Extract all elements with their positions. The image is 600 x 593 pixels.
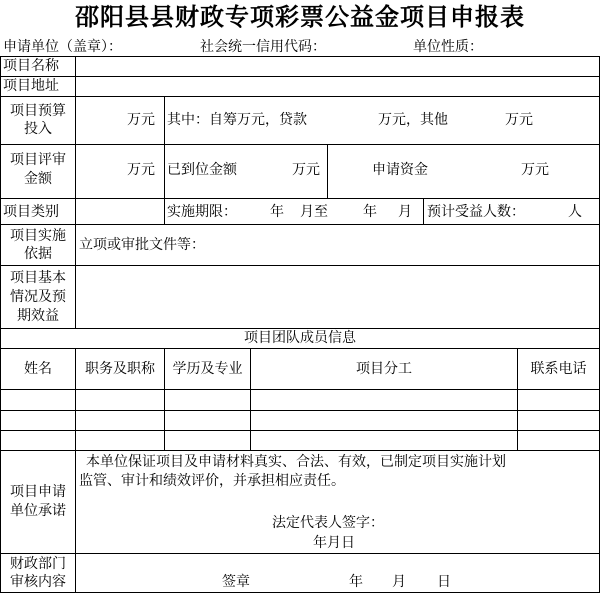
basis-label-line1: 项目实施	[10, 228, 66, 244]
credit-code-label: 社会统一信用代码：	[200, 39, 326, 55]
budget-other-unit: 万元	[505, 112, 533, 128]
basis-content: 立项或审批文件等：	[79, 237, 205, 253]
finance-label-line2: 审核内容	[10, 574, 66, 590]
finance-day: 日	[437, 574, 451, 590]
applicant-label: 申请单位（盖章）：	[3, 39, 122, 55]
period-label: 实施期限：	[167, 204, 237, 220]
team-row[interactable]	[1, 431, 599, 450]
team-col-phone: 联系电话	[530, 361, 587, 377]
basic-info-label-line3: 期效益	[17, 308, 59, 324]
budget-unit: 万元	[127, 112, 155, 128]
apply-funds-unit: 万元	[521, 162, 549, 178]
period-month-end: 月	[398, 204, 412, 220]
review-label-line1: 项目评审	[10, 152, 66, 168]
budget-label-line2: 投入	[24, 121, 52, 137]
team-row[interactable]	[1, 411, 599, 430]
period-year-end: 年	[363, 204, 377, 220]
category-label: 项目类别	[3, 204, 59, 220]
period-month-start: 月至	[300, 204, 328, 220]
finance-label-line1: 财政部门	[10, 556, 66, 572]
legal-rep-signature-label: 法定代表人签字：	[272, 515, 384, 531]
project-name-field[interactable]	[76, 57, 599, 76]
project-address-label: 项目地址	[3, 78, 59, 94]
finance-year: 年	[349, 574, 363, 590]
beneficiaries-unit: 人	[568, 204, 582, 220]
review-label-line2: 金额	[24, 171, 52, 187]
basic-info-label-line1: 项目基本	[10, 270, 66, 286]
project-address-field[interactable]	[76, 77, 599, 96]
period-year-start: 年	[270, 204, 284, 220]
team-row[interactable]	[1, 390, 599, 410]
basic-info-label-line2: 情况及预	[10, 289, 66, 305]
team-col-name: 姓名	[24, 361, 52, 377]
team-heading: 项目团队成员信息	[244, 330, 356, 346]
basis-label-line2: 依据	[24, 246, 52, 262]
beneficiaries-label: 预计受益人数：	[427, 204, 525, 220]
arrived-amount-label: 已到位金额	[167, 162, 237, 178]
finance-month: 月	[392, 574, 406, 590]
team-col-title: 职务及职称	[85, 361, 155, 377]
commitment-label-line2: 单位承诺	[10, 503, 66, 519]
unit-nature-label: 单位性质：	[413, 39, 483, 55]
review-unit: 万元	[127, 162, 155, 178]
arrived-amount-unit: 万元	[292, 162, 320, 178]
finance-seal: 签章	[222, 574, 250, 590]
team-col-role: 项目分工	[356, 361, 412, 377]
project-name-label: 项目名称	[3, 58, 59, 74]
commitment-label-line1: 项目申请	[10, 484, 66, 500]
apply-funds-label: 申请资金	[372, 162, 428, 178]
budget-label-line1: 项目预算	[10, 103, 66, 119]
basic-info-field[interactable]	[76, 266, 599, 328]
commitment-text-line1: 本单位保证项目及申请材料真实、合法、有效，已制定项目实施计划	[86, 454, 506, 470]
budget-loan-unit: 万元，其他	[378, 112, 448, 128]
team-col-education: 学历及专业	[172, 361, 243, 377]
form-title: 邵阳县县财政专项彩票公益金项目申报表	[75, 2, 525, 31]
budget-detail: 其中：自筹万元，贷款	[167, 112, 307, 128]
commitment-date: 年月日	[313, 535, 355, 551]
commitment-text-line2: 监管、审计和绩效评价，并承担相应责任。	[79, 473, 345, 489]
